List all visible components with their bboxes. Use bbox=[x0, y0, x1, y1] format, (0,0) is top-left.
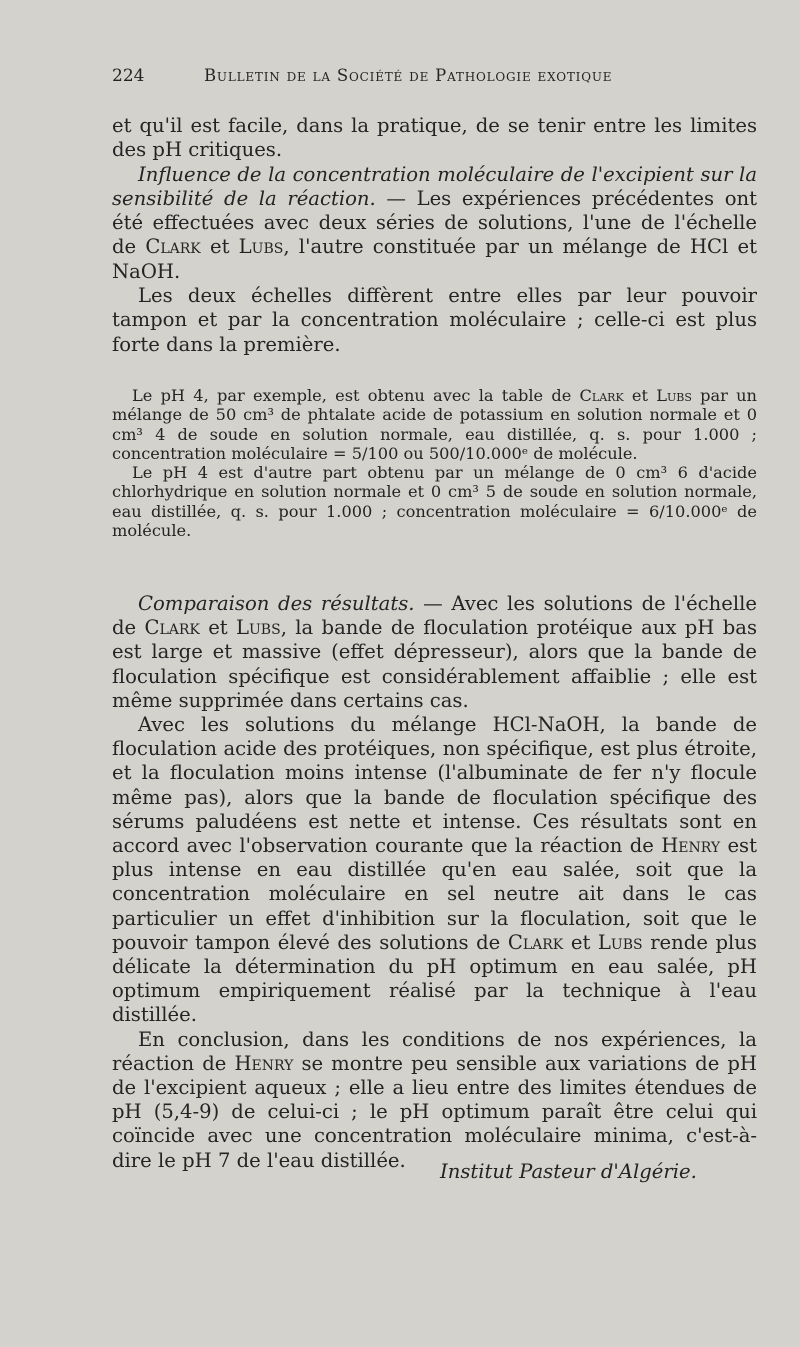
note-paragraph-2: Le pH 4 est d'autre part obtenu par un mélange de 0 cm³ 6 d'acide chlorhydrique en solution normale et 0 cm³ 5 de soude en solution normale, eau distillée, q. s. pour 1.000 ; concentration moléculaire = 6/10.000ᵉ de molécule. bbox=[112, 463, 757, 541]
page-number: 224 bbox=[112, 66, 145, 86]
note-block bbox=[112, 386, 757, 540]
paragraph-echelles: Les deux échelles diffèrent entre elles par leur pouvoir tampon et par la concentration moléculaire ; celle-ci est plus forte dans la première. bbox=[112, 284, 757, 356]
section-heading-influence: Influence de la concentration moléculaire de l'excipient sur la sensibilité de la réaction. bbox=[112, 162, 757, 210]
section-heading-comparaison: Comparaison des résultats. bbox=[138, 592, 415, 615]
note-paragraph-1: Le pH 4, par exemple, est obtenu avec la table de Clark et Lubs par un mélange de 50 cm³ de phtalate acide de potassium en solution normale et 0 cm³ 4 de soude en solution normale, eau distillée, q. s. pour 1.000 ; concentration moléculaire = 5/100 ou 500/10.000ᵉ de molécule. bbox=[112, 386, 757, 463]
paragraph-hcl-naoh: Avec les solutions du mélange HCl-NaOH, la bande de floculation acide des protéiques, non spécifique, est plus étroite, et la floculation moins intense (l'albuminate de fer n'y flocule même pas), alors que la bande de floculation spécifique des sérums paludéens est nette et intense. Ces résultats sont en accord avec l'observation courante que la réaction de Henry est plus intense en eau distillée qu'en eau salée, soit que la concentration moléculaire en sel neutre ait dans le cas particulier un effet d'inhibition sur la floculation, soit que le pouvoir tampon élevé des solutions de Clark et Lubs rende plus délicate la détermination du pH optimum en eau salée, pH optimum empiriquement réalisé par la technique à l'eau distillée. bbox=[112, 713, 757, 1027]
running-title: Bulletin de la Société de Pathologie exotique bbox=[204, 66, 613, 85]
main-text-bottom bbox=[112, 592, 757, 1173]
paragraph-comparaison: Comparaison des résultats. — Avec les solutions de l'échelle de Clark et Lubs, la bande de floculation protéique aux pH bas est large et massive (effet dépresseur), alors que la bande de floculation spécifique est considérablement affaiblie ; elle est même supprimée dans certains cas. bbox=[112, 592, 757, 712]
page-header bbox=[112, 66, 762, 98]
paragraph-continuation: et qu'il est facile, dans la pratique, de se tenir entre les limites des pH critiques. bbox=[112, 114, 757, 162]
paragraph-influence: Influence de la concentration moléculaire de l'excipient sur la sensibilité de la réaction. — Les expériences précédentes ont été effectuées avec deux séries de solutions, l'une de l'échelle de Clark et Lubs, l'autre constituée par un mélange de HCl et NaOH. bbox=[112, 162, 757, 283]
institution-signature: Institut Pasteur d'Algérie. bbox=[440, 1160, 697, 1183]
paragraph-conclusion: En conclusion, dans les conditions de nos expériences, la réaction de Henry se montre peu sensible aux variations de pH de l'excipient aqueux ; elle a lieu entre des limites étendues de pH (5,4-9) de celui-ci ; le pH optimum paraît être celui qui coïncide avec une concentration moléculaire minima, c'est-à-dire le pH 7 de l'eau distillée. bbox=[112, 1027, 757, 1172]
main-text-top bbox=[112, 114, 757, 357]
